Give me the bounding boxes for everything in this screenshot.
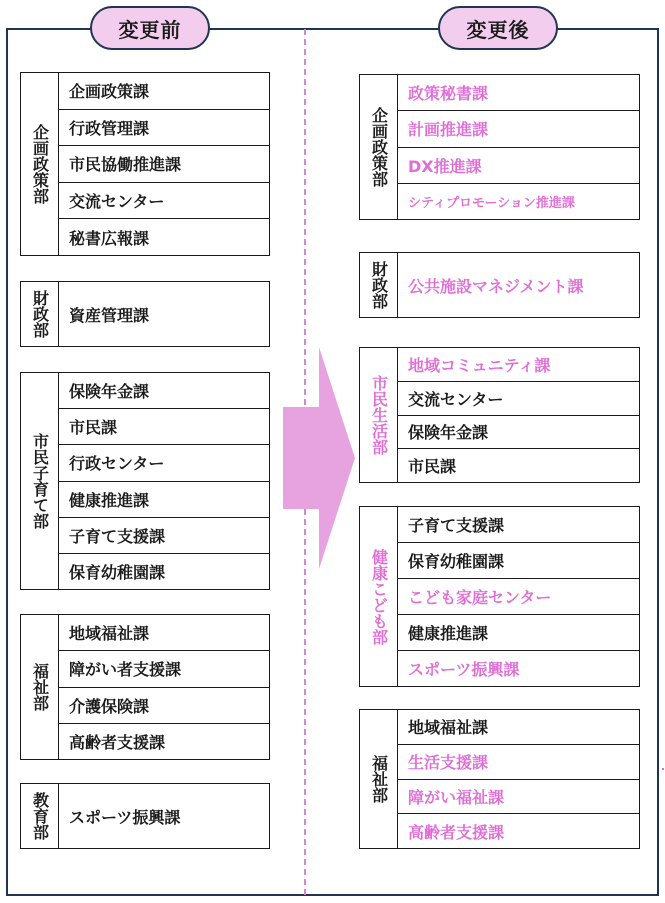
dept-name: 健康こども部 [360, 507, 398, 686]
before-dept-kyoiku [20, 783, 270, 849]
right-arrow [283, 347, 355, 569]
dept-name: 教育部 [21, 784, 59, 848]
division-item: 資産管理課 [69, 305, 150, 325]
division-item: 行政センター [59, 445, 269, 481]
dept-name: 財政部 [21, 282, 59, 346]
before-dept-zaisei [20, 281, 270, 347]
division-item: 介護保険課 [59, 688, 269, 724]
after-dept-fukushi [359, 709, 640, 849]
division-item: 保険年金課 [398, 416, 639, 450]
dept-name: 企画政策部 [360, 75, 398, 219]
division-item: 交流センター [59, 183, 269, 220]
division-item: 障がい福祉課 [398, 780, 639, 815]
division-item: 保険年金課 [59, 373, 269, 409]
division-item: 保育幼稚園課 [398, 543, 639, 579]
division-item: 公共施設マネジメント課 [408, 276, 584, 296]
dept-name: 市民生活部 [360, 348, 398, 482]
after-dept-zaisei [359, 252, 640, 318]
dept-name: 市民子育て部 [21, 373, 59, 589]
division-item: 市民協働推進課 [59, 146, 269, 183]
division-item: 健康推進課 [398, 615, 639, 651]
division-item: スポーツ振興課 [69, 807, 181, 827]
dept-name: 財政部 [360, 253, 398, 317]
division-item: スポーツ振興課 [408, 660, 520, 679]
dept-name: 福祉部 [360, 710, 398, 848]
division-item: 政策秘書課 [398, 75, 639, 111]
after-dept-shimin-seikatsu [359, 347, 640, 483]
division-item: 保育幼稚園課 [69, 562, 166, 582]
division-item: 企画政策課 [59, 73, 269, 110]
division-item: 子育て支援課 [59, 518, 269, 554]
division-item: 地域コミュニティ課 [398, 348, 639, 382]
before-dept-kikaku [20, 72, 270, 256]
division-item: 計画推進課 [398, 111, 639, 147]
dept-name: 福祉部 [21, 615, 59, 759]
division-item: 市民課 [408, 457, 457, 477]
division-item: 高齢者支援課 [408, 822, 505, 842]
division-item: 交流センター [398, 382, 639, 416]
after-dept-kikaku [359, 74, 640, 220]
dept-name: 企画政策部 [21, 73, 59, 255]
division-item: 障がい者支援課 [59, 651, 269, 687]
division-item: 市民課 [59, 409, 269, 445]
division-item: 健康推進課 [59, 482, 269, 518]
division-item: 生活支援課 [398, 745, 639, 780]
after-header: 変更後 [438, 6, 558, 50]
division-item: 秘書広報課 [69, 228, 150, 248]
division-item: 行政管理課 [59, 110, 269, 147]
before-header: 変更前 [90, 6, 210, 50]
before-dept-fukushi [20, 614, 270, 760]
division-item: 子育て支援課 [398, 507, 639, 543]
division-item: DX推進課 [398, 148, 639, 184]
division-item: 高齢者支援課 [69, 732, 166, 752]
division-item: シティプロモーション推進課 [408, 195, 575, 211]
division-item: こども家庭センター [398, 579, 639, 615]
before-dept-shimin-kosodate [20, 372, 270, 590]
decorative-dot [662, 768, 664, 770]
division-item: 地域福祉課 [398, 710, 639, 745]
division-item: 地域福祉課 [59, 615, 269, 651]
after-dept-kenko-kodomo [359, 506, 640, 687]
